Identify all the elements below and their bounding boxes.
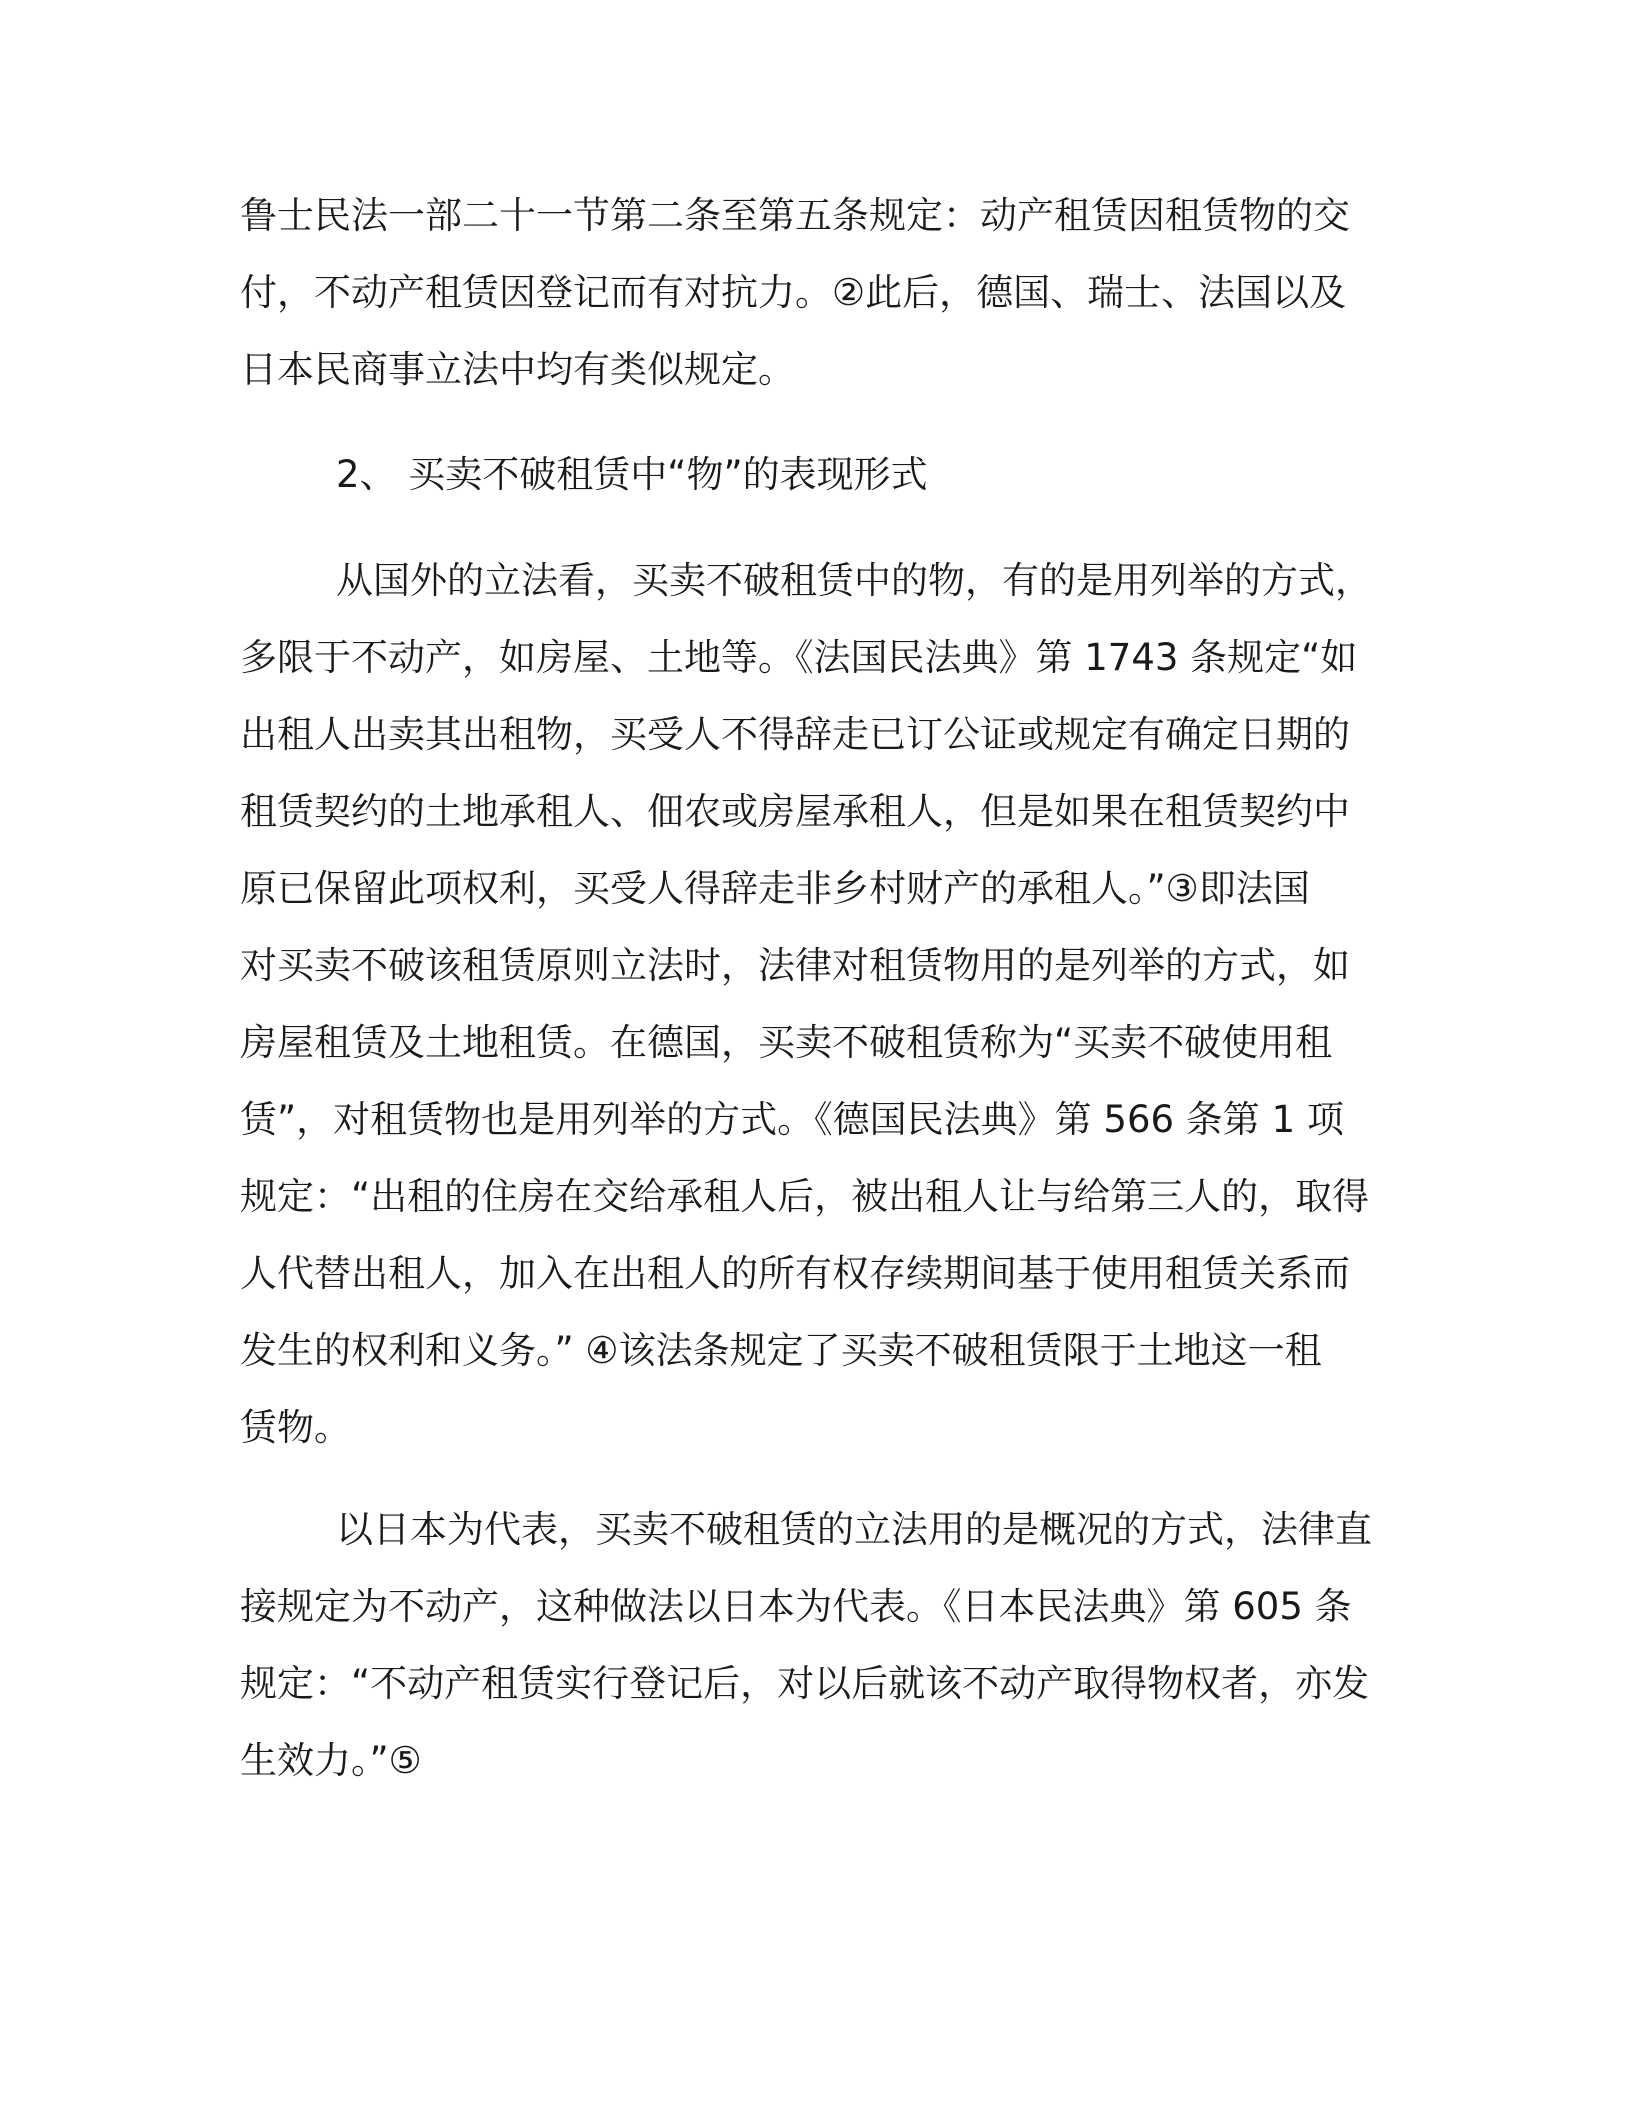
section-heading-container [240, 436, 1380, 513]
paragraph-2 [240, 542, 1380, 1466]
paragraph-line: 对买卖不破该租赁原则立法时，法律对租赁物用的是列举的方式，如 [240, 944, 1350, 987]
paragraph-line: 付，不动产租赁因登记而有对抗力。②此后，德国、瑞士、法国以及 [240, 271, 1347, 314]
paragraph-line: 接规定为不动产，这种做法以日本为代表。《日本民法典》第 605 条 [240, 1585, 1352, 1628]
paragraph-line: 发生的权利和义务。” ④该法条规定了买卖不破租赁限于土地这一租 [240, 1329, 1322, 1372]
paragraph-line: 生效力。”⑤ [240, 1739, 422, 1782]
paragraph-line: 以日本为代表，买卖不破租赁的立法用的是概况的方式，法律直 [336, 1508, 1372, 1551]
paragraph-line: 规定：“不动产租赁实行登记后，对以后就该不动产取得物权者，亦发 [240, 1662, 1370, 1705]
paragraph-line: 鲁士民法一部二十一节第二条至第五条规定：动产租赁因租赁物的交 [240, 194, 1350, 237]
paragraph-line: 人代替出租人，加入在出租人的所有权存续期间基于使用租赁关系而 [240, 1252, 1350, 1295]
paragraph-line: 出租人出卖其出租物，买受人不得辞走已订公证或规定有确定日期的 [240, 713, 1350, 756]
paragraph-line: 租赁契约的土地承租人、佃农或房屋承租人，但是如果在租赁契约中 [240, 790, 1350, 833]
paragraph-line: 日本民商事立法中均有类似规定。 [240, 348, 795, 391]
paragraph-line: 多限于不动产，如房屋、土地等。《法国民法典》第 1743 条规定“如 [240, 636, 1358, 679]
paragraph-line: 房屋租赁及土地租赁。在德国，买卖不破租赁称为“买卖不破使用租 [240, 1021, 1333, 1064]
section-heading: 2、 买卖不破租赁中“物”的表现形式 [336, 453, 928, 496]
paragraph-1 [240, 177, 1380, 408]
paragraph-line: 赁物。 [240, 1406, 351, 1449]
paragraph-line: 原已保留此项权利，买受人得辞走非乡村财产的承租人。”③即法国 [240, 867, 1310, 910]
paragraph-line: 从国外的立法看，买卖不破租赁中的物，有的是用列举的方式， [336, 559, 1372, 602]
paragraph-line: 规定：“出租的住房在交给承租人后，被出租人让与给第三人的，取得 [240, 1175, 1370, 1218]
paragraph-3 [240, 1491, 1380, 1799]
paragraph-line: 赁”，对租赁物也是用列举的方式。《德国民法典》第 566 条第 1 项 [240, 1098, 1344, 1141]
